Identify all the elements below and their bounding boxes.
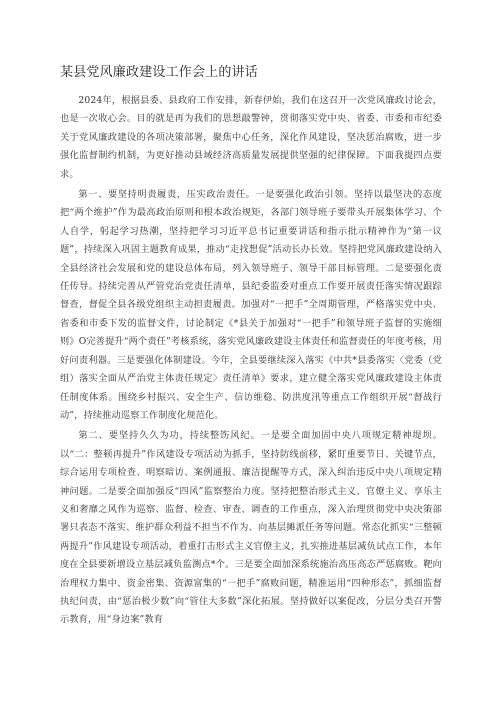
paragraph-intro: 2024年，根据县委、县政府工作安排，新春伊始，我们在这召开一次党风廉政讨论会，也是一次收心会。目的就是再为我们的思想敲警钟，贯彻落实党中央、省委、市委和市纪委关于党风廉政建设的各项决策部署，聚焦中心任务，深化作风建设，坚决惩治腐败，进一步强化监督制约机制，为更好推动县域经济高质量发展提供坚强的纪律保障。下面我提四点要求。 bbox=[60, 95, 442, 180]
document-title: 某县党风廉政建设工作会上的讲话 bbox=[60, 65, 259, 80]
paragraph-first-requirement: 第一、要坚持明责履责，压实政治责任。一是要强化政治引领。坚持以最坚决的态度把“两个维护”作为最高政治原则和根本政治规矩，各部门领导班子要带头开展集体学习、个人自学，躬起学习热潮，坚持把学习习近平总书记重要讲话和指示批示精神作为“第一议题”，持续深入巩固主题教育成果，推动“走找想促”活动长办长效。坚持把党风廉政建设纳入全县经济社会发展和党的建设总体布局，列入领导班子、领导干部目标管理。二是要强化责任传导。持续完善从严管党治党责任清单，县纪委监委对重点工作要开展责任落实情况跟踪督查，督促全县各级党组织主动担责履责。加强对“一把手”全周期管理，严格落实党中央、省委和市委下发的监督文件，讨论制定《*县关于加强对“一把手”和领导班子监督的实施细则》O完善提升“两个责任”考核系统，落实党风廉政建设主体责任和监督责任的年度考核，用好问责利器。三是要强化体制建设。今年，全县要继续深入落实《中共*县委落实〈党委（党组）落实全面从严治党主体责任规定〉责任清单》要求，建立健全落实党风廉政建设主体责任制度体系。围绕乡村振兴、安全生产、信访维稳、防洪度汛等重点工作组织开展“督战行动”，持续推动巡察工作制度化规范化。 bbox=[60, 189, 442, 421]
document-body bbox=[60, 92, 442, 630]
paragraph-second-requirement: 第二、要坚持久久为功，持续整饬风纪。一是要全面加固中央八项规定精神堤坝。以“二：整顿再提升”作风建设专项活动为抓手，坚持防线前移，紧盯重要节日、关键节点，综合运用专项检查、明察暗访、案例通报、廉洁提醒等方式，深入纠治违反中央八项规定精神问题。二是要全面加强反“四风”监察整治力度。坚持把整治形式主义、官僚主义、享乐主义和奢靡之风作为巡察、监督、检查、审查、调查的工作重点，深入治理贯彻党中央决策部署只表态不落实、维护群众利益不担当不作为、向基层摊派任务等问题。常态化抓实“三整顿两提升”作风建设专项活动，着重打击形式主义官僚主义，扎实推进基层减负试点工作，本年度在全县要新增设立基层减负监测点*个。三是要全面加深系统施治高压高态严惩腐败。靶向治理权力集中、资金密集、资源富集的“一把手”腐败问题，精准运用“四种形态”，抓细监督执纪问责，由“惩治极少数”向“管住大多数”深化拓展。坚持做好以案促改，分层分类召开警示教育，用“身边案”教育 bbox=[60, 430, 442, 626]
